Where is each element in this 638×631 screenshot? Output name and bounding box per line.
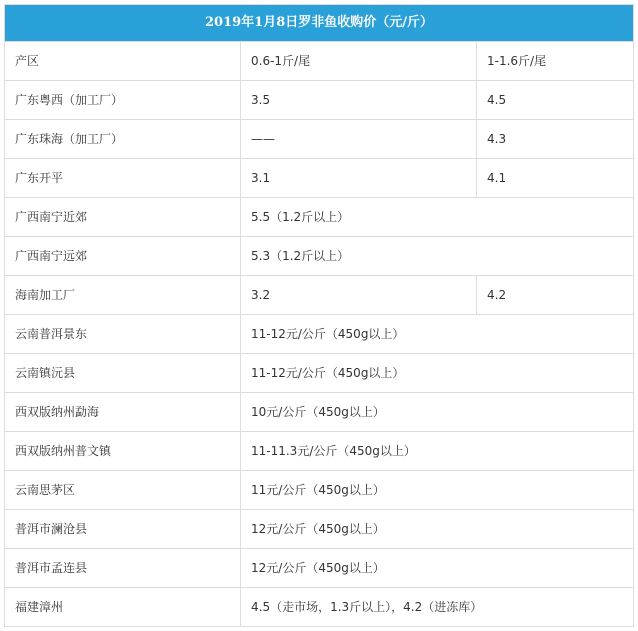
region-cell: 云南镇沅县 <box>5 354 241 393</box>
table-row <box>5 471 634 510</box>
price-small-cell: 11-11.3元/公斤（450g以上） <box>241 432 634 471</box>
table-row <box>5 81 634 120</box>
table-row <box>5 588 634 627</box>
header-region: 产区 <box>5 42 241 81</box>
header-size-small: 0.6-1斤/尾 <box>241 42 477 81</box>
region-cell: 广东开平 <box>5 159 241 198</box>
table-row <box>5 315 634 354</box>
region-cell: 普洱市孟连县 <box>5 549 241 588</box>
table-row <box>5 276 634 315</box>
price-large-cell: 4.2 <box>477 276 634 315</box>
price-small-cell: 12元/公斤（450g以上） <box>241 549 634 588</box>
table-row <box>5 510 634 549</box>
price-small-cell: —— <box>241 120 477 159</box>
price-small-cell: 12元/公斤（450g以上） <box>241 510 634 549</box>
title-row <box>5 5 634 42</box>
price-small-cell: 5.3（1.2斤以上） <box>241 237 634 276</box>
price-small-cell: 3.2 <box>241 276 477 315</box>
price-large-cell: 4.3 <box>477 120 634 159</box>
table-row <box>5 198 634 237</box>
price-small-cell: 3.5 <box>241 81 477 120</box>
table-row <box>5 393 634 432</box>
price-large-cell: 4.1 <box>477 159 634 198</box>
region-cell: 海南加工厂 <box>5 276 241 315</box>
region-cell: 广西南宁远郊 <box>5 237 241 276</box>
table-row <box>5 120 634 159</box>
region-cell: 广东粤西（加工厂） <box>5 81 241 120</box>
price-small-cell: 3.1 <box>241 159 477 198</box>
table-row <box>5 549 634 588</box>
region-cell: 西双版纳州普文镇 <box>5 432 241 471</box>
table-row <box>5 237 634 276</box>
price-small-cell: 11-12元/公斤（450g以上） <box>241 354 634 393</box>
region-cell: 福建漳州 <box>5 588 241 627</box>
price-small-cell: 11元/公斤（450g以上） <box>241 471 634 510</box>
region-cell: 广东珠海（加工厂） <box>5 120 241 159</box>
region-cell: 云南普洱景东 <box>5 315 241 354</box>
price-small-cell: 11-12元/公斤（450g以上） <box>241 315 634 354</box>
region-cell: 普洱市澜沧县 <box>5 510 241 549</box>
price-small-cell: 10元/公斤（450g以上） <box>241 393 634 432</box>
price-large-cell: 4.5 <box>477 81 634 120</box>
table-row <box>5 159 634 198</box>
price-small-cell: 4.5（走市场，1.3斤以上），4.2（进冻库） <box>241 588 634 627</box>
region-cell: 云南思茅区 <box>5 471 241 510</box>
header-size-large: 1-1.6斤/尾 <box>477 42 634 81</box>
price-small-cell: 5.5（1.2斤以上） <box>241 198 634 237</box>
region-cell: 广西南宁近郊 <box>5 198 241 237</box>
region-cell: 西双版纳州勐海 <box>5 393 241 432</box>
table-title: 2019年1月8日罗非鱼收购价（元/斤） <box>5 5 634 42</box>
header-row <box>5 42 634 81</box>
table-row <box>5 432 634 471</box>
price-table <box>4 4 634 627</box>
table-row <box>5 354 634 393</box>
